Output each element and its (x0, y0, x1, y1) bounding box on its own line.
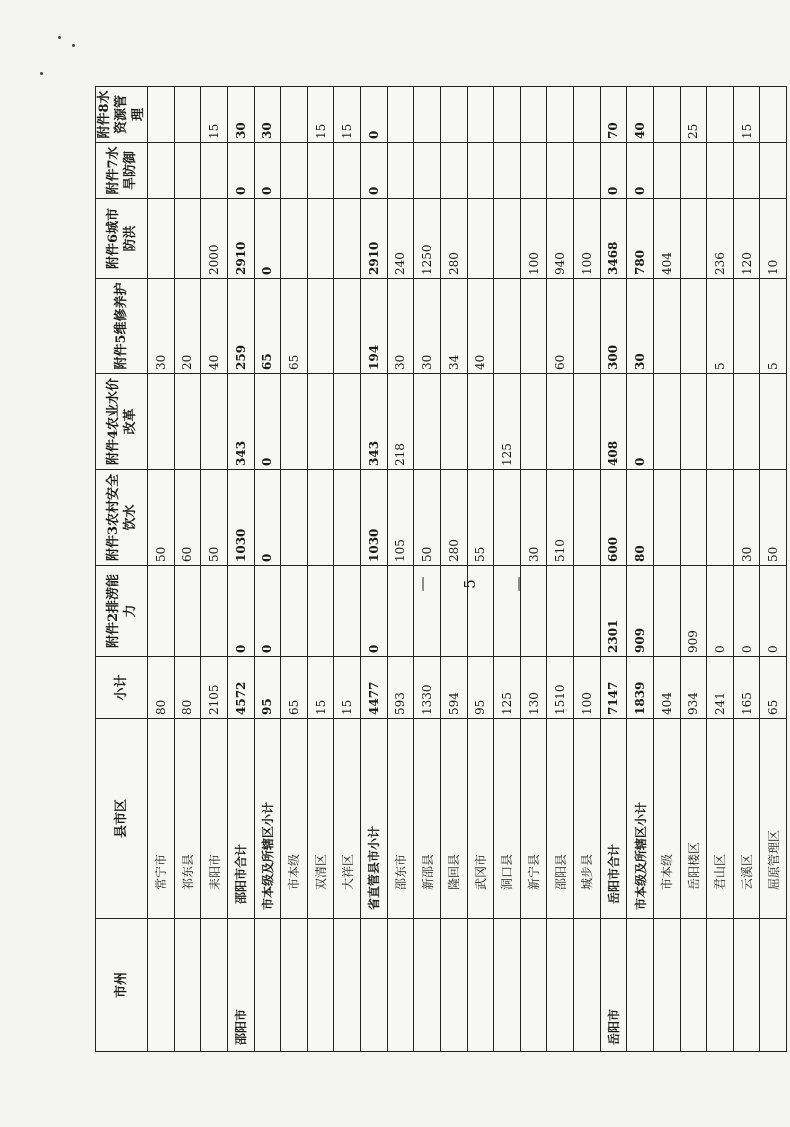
value-cell-c6: 1250 (414, 199, 441, 279)
value-cell-c7 (281, 143, 308, 199)
value-cell-c5: 60 (547, 279, 574, 374)
city-cell (148, 919, 175, 1052)
area-cell: 城步县 (574, 719, 601, 919)
value-cell-c4 (281, 374, 308, 470)
city-cell (440, 919, 467, 1052)
value-cell-c3 (307, 470, 334, 566)
area-cell: 耒阳市 (201, 719, 228, 919)
value-cell-c3 (494, 470, 521, 566)
value-cell-c6 (494, 199, 521, 279)
table-row (440, 87, 467, 1052)
value-cell-c7 (680, 143, 707, 199)
value-cell-c6: 236 (707, 199, 734, 279)
area-cell: 市本级 (281, 719, 308, 919)
value-cell-c6: 3468 (600, 199, 627, 279)
table-row (254, 87, 281, 1052)
column-header: 小计 (96, 657, 148, 719)
value-cell-c8 (414, 87, 441, 143)
value-cell-c2 (174, 566, 201, 657)
value-cell-c7 (547, 143, 574, 199)
value-cell-c7 (733, 143, 760, 199)
value-cell-c8 (467, 87, 494, 143)
value-cell-c6: 10 (760, 199, 787, 279)
value-cell-c2 (653, 566, 680, 657)
value-cell-c4 (467, 374, 494, 470)
area-cell: 市本级 (653, 719, 680, 919)
area-cell: 岳阳楼区 (680, 719, 707, 919)
value-cell-c7: 0 (227, 143, 254, 199)
value-cell-c6: 100 (520, 199, 547, 279)
value-cell-c6: 240 (387, 199, 414, 279)
value-cell-c7 (334, 143, 361, 199)
area-cell: 常宁市 (148, 719, 175, 919)
value-cell-c3: 600 (600, 470, 627, 566)
value-cell-c2: 0 (254, 566, 281, 657)
value-cell-c2 (574, 566, 601, 657)
value-cell-subtotal: 594 (440, 657, 467, 719)
city-cell (307, 919, 334, 1052)
value-cell-subtotal: 4477 (361, 657, 388, 719)
value-cell-c8: 30 (227, 87, 254, 143)
value-cell-c4: 0 (254, 374, 281, 470)
city-cell (627, 919, 654, 1052)
value-cell-subtotal: 65 (281, 657, 308, 719)
value-cell-c5: 259 (227, 279, 254, 374)
value-cell-c7 (760, 143, 787, 199)
area-cell: 大祥区 (334, 719, 361, 919)
value-cell-c2 (201, 566, 228, 657)
value-cell-c6: 0 (254, 199, 281, 279)
value-cell-c8 (707, 87, 734, 143)
value-cell-c7 (574, 143, 601, 199)
area-cell: 新邵县 (414, 719, 441, 919)
value-cell-c7: 0 (254, 143, 281, 199)
value-cell-c5 (334, 279, 361, 374)
value-cell-c4: 343 (361, 374, 388, 470)
value-cell-c5: 34 (440, 279, 467, 374)
area-cell: 邵阳市合计 (227, 719, 254, 919)
city-cell (174, 919, 201, 1052)
value-cell-c5: 300 (600, 279, 627, 374)
value-cell-c7: 0 (627, 143, 654, 199)
area-cell: 邵东市 (387, 719, 414, 919)
table-row (281, 87, 308, 1052)
value-cell-c4 (760, 374, 787, 470)
value-cell-c6 (307, 199, 334, 279)
value-cell-c6 (174, 199, 201, 279)
value-cell-c7 (387, 143, 414, 199)
value-cell-c6 (281, 199, 308, 279)
table-row (201, 87, 228, 1052)
value-cell-c7: 0 (361, 143, 388, 199)
value-cell-subtotal: 95 (254, 657, 281, 719)
value-cell-subtotal: 241 (707, 657, 734, 719)
value-cell-c5: 30 (387, 279, 414, 374)
value-cell-c7 (307, 143, 334, 199)
value-cell-c6 (467, 199, 494, 279)
value-cell-c8 (494, 87, 521, 143)
value-cell-c5: 30 (148, 279, 175, 374)
value-cell-subtotal: 1510 (547, 657, 574, 719)
value-cell-subtotal: 593 (387, 657, 414, 719)
value-cell-c4 (707, 374, 734, 470)
column-header: 附件6城市防洪 (96, 199, 148, 279)
area-cell: 君山区 (707, 719, 734, 919)
value-cell-c4: 0 (627, 374, 654, 470)
city-cell (520, 919, 547, 1052)
value-cell-c2 (547, 566, 574, 657)
value-cell-c6: 780 (627, 199, 654, 279)
table-row (680, 87, 707, 1052)
city-cell (733, 919, 760, 1052)
city-cell (201, 919, 228, 1052)
value-cell-subtotal: 934 (680, 657, 707, 719)
area-cell: 武冈市 (467, 719, 494, 919)
rotated-page (95, 87, 787, 1052)
column-header: 市州 (96, 919, 148, 1052)
area-cell: 洞口县 (494, 719, 521, 919)
value-cell-c6: 940 (547, 199, 574, 279)
value-cell-c3: 80 (627, 470, 654, 566)
value-cell-c8 (520, 87, 547, 143)
value-cell-c2 (148, 566, 175, 657)
column-header: 附件7水旱防御 (96, 143, 148, 199)
city-cell: 邵阳市 (227, 919, 254, 1052)
value-cell-c8: 70 (600, 87, 627, 143)
value-cell-c2: 0 (361, 566, 388, 657)
value-cell-c2: 909 (680, 566, 707, 657)
value-cell-subtotal: 80 (148, 657, 175, 719)
value-cell-c7: 0 (600, 143, 627, 199)
value-cell-c4 (574, 374, 601, 470)
value-cell-c6: 100 (574, 199, 601, 279)
value-cell-c3: 30 (520, 470, 547, 566)
city-cell (361, 919, 388, 1052)
value-cell-c7 (201, 143, 228, 199)
value-cell-c4 (148, 374, 175, 470)
column-header: 附件8水资源管理 (96, 87, 148, 143)
value-cell-c6 (334, 199, 361, 279)
table-row (227, 87, 254, 1052)
funding-table (95, 86, 787, 1052)
value-cell-c7 (653, 143, 680, 199)
value-cell-c4 (547, 374, 574, 470)
table-row (307, 87, 334, 1052)
value-cell-c8 (174, 87, 201, 143)
value-cell-c6: 280 (440, 199, 467, 279)
value-cell-c6 (680, 199, 707, 279)
area-cell: 省直管县市小计 (361, 719, 388, 919)
area-cell: 岳阳市合计 (600, 719, 627, 919)
value-cell-c2: 0 (227, 566, 254, 657)
value-cell-c6: 120 (733, 199, 760, 279)
value-cell-c3 (281, 470, 308, 566)
value-cell-subtotal: 15 (334, 657, 361, 719)
value-cell-c8 (574, 87, 601, 143)
scan-speck (40, 72, 43, 75)
value-cell-subtotal: 7147 (600, 657, 627, 719)
city-cell (387, 919, 414, 1052)
value-cell-c5: 65 (254, 279, 281, 374)
value-cell-c2 (307, 566, 334, 657)
value-cell-subtotal: 125 (494, 657, 521, 719)
value-cell-c8 (281, 87, 308, 143)
value-cell-c5 (574, 279, 601, 374)
value-cell-c8: 15 (307, 87, 334, 143)
table-body (148, 87, 787, 1052)
value-cell-c7 (440, 143, 467, 199)
value-cell-c3: 30 (733, 470, 760, 566)
value-cell-c8 (653, 87, 680, 143)
value-cell-c6: 2000 (201, 199, 228, 279)
value-cell-c5: 65 (281, 279, 308, 374)
city-cell (334, 919, 361, 1052)
table-row (520, 87, 547, 1052)
value-cell-c5: 5 (707, 279, 734, 374)
value-cell-c7 (467, 143, 494, 199)
city-cell (414, 919, 441, 1052)
value-cell-c8 (148, 87, 175, 143)
city-cell (467, 919, 494, 1052)
column-header: 附件3农村安全饮水 (96, 470, 148, 566)
value-cell-c7 (520, 143, 547, 199)
value-cell-subtotal: 404 (653, 657, 680, 719)
value-cell-c8: 15 (733, 87, 760, 143)
value-cell-c3: 50 (760, 470, 787, 566)
value-cell-c4: 408 (600, 374, 627, 470)
table-row (148, 87, 175, 1052)
value-cell-c2 (334, 566, 361, 657)
value-cell-c4 (307, 374, 334, 470)
value-cell-c3: 510 (547, 470, 574, 566)
area-cell: 云溪区 (733, 719, 760, 919)
city-cell (494, 919, 521, 1052)
city-cell (547, 919, 574, 1052)
column-header: 附件5维修养护 (96, 279, 148, 374)
value-cell-c3: 50 (201, 470, 228, 566)
area-cell: 市本级及所辖区小计 (254, 719, 281, 919)
city-cell (680, 919, 707, 1052)
value-cell-c5 (494, 279, 521, 374)
table-row (414, 87, 441, 1052)
value-cell-c5 (520, 279, 547, 374)
area-cell: 祁东县 (174, 719, 201, 919)
value-cell-subtotal: 130 (520, 657, 547, 719)
value-cell-c3: 1030 (227, 470, 254, 566)
value-cell-c8: 0 (361, 87, 388, 143)
value-cell-c8 (547, 87, 574, 143)
value-cell-c3: 105 (387, 470, 414, 566)
city-cell (254, 919, 281, 1052)
value-cell-c3: 1030 (361, 470, 388, 566)
value-cell-c8: 15 (201, 87, 228, 143)
city-cell (707, 919, 734, 1052)
table-row (334, 87, 361, 1052)
value-cell-c8: 30 (254, 87, 281, 143)
value-cell-c4: 125 (494, 374, 521, 470)
value-cell-c4: 343 (227, 374, 254, 470)
value-cell-c4 (440, 374, 467, 470)
value-cell-c4: 218 (387, 374, 414, 470)
value-cell-c2: 0 (733, 566, 760, 657)
value-cell-c5 (680, 279, 707, 374)
table-row (707, 87, 734, 1052)
scan-speck (72, 44, 75, 47)
value-cell-c8: 15 (334, 87, 361, 143)
value-cell-c7 (414, 143, 441, 199)
value-cell-c4 (414, 374, 441, 470)
table-row (467, 87, 494, 1052)
value-cell-subtotal: 80 (174, 657, 201, 719)
value-cell-c4 (680, 374, 707, 470)
value-cell-c2 (281, 566, 308, 657)
value-cell-c7 (174, 143, 201, 199)
value-cell-c3 (653, 470, 680, 566)
area-cell: 市本级及所辖区小计 (627, 719, 654, 919)
value-cell-c5 (733, 279, 760, 374)
value-cell-c4 (201, 374, 228, 470)
value-cell-subtotal: 165 (733, 657, 760, 719)
value-cell-subtotal: 15 (307, 657, 334, 719)
column-header: 附件4农业水价改革 (96, 374, 148, 470)
value-cell-c4 (520, 374, 547, 470)
value-cell-c8 (440, 87, 467, 143)
table-row (361, 87, 388, 1052)
table-row (574, 87, 601, 1052)
value-cell-subtotal: 100 (574, 657, 601, 719)
value-cell-c6: 404 (653, 199, 680, 279)
area-cell: 双清区 (307, 719, 334, 919)
page-number: — 5 — (413, 576, 527, 592)
value-cell-c4 (334, 374, 361, 470)
city-cell (760, 919, 787, 1052)
value-cell-c6 (148, 199, 175, 279)
table-row (600, 87, 627, 1052)
value-cell-c8: 40 (627, 87, 654, 143)
value-cell-c3 (334, 470, 361, 566)
value-cell-subtotal: 1330 (414, 657, 441, 719)
city-cell: 岳阳市 (600, 919, 627, 1052)
value-cell-c8: 25 (680, 87, 707, 143)
value-cell-c5: 5 (760, 279, 787, 374)
value-cell-c5: 30 (627, 279, 654, 374)
value-cell-c3: 60 (174, 470, 201, 566)
column-header: 县市区 (96, 719, 148, 919)
table-row (174, 87, 201, 1052)
area-cell: 屈原管理区 (760, 719, 787, 919)
column-header: 附件2排涝能力 (96, 566, 148, 657)
value-cell-c5 (307, 279, 334, 374)
value-cell-c2: 909 (627, 566, 654, 657)
area-cell: 新宁县 (520, 719, 547, 919)
area-cell: 邵阳县 (547, 719, 574, 919)
value-cell-c5: 30 (414, 279, 441, 374)
city-cell (574, 919, 601, 1052)
table-row (733, 87, 760, 1052)
table-row (653, 87, 680, 1052)
scan-speck (58, 36, 61, 39)
value-cell-c4 (733, 374, 760, 470)
value-cell-c3: 50 (414, 470, 441, 566)
value-cell-subtotal: 65 (760, 657, 787, 719)
value-cell-c5: 20 (174, 279, 201, 374)
value-cell-c3: 280 (440, 470, 467, 566)
value-cell-c2: 2301 (600, 566, 627, 657)
value-cell-subtotal: 95 (467, 657, 494, 719)
value-cell-c3: 50 (148, 470, 175, 566)
value-cell-c3 (680, 470, 707, 566)
value-cell-c6: 2910 (227, 199, 254, 279)
value-cell-c6: 2910 (361, 199, 388, 279)
area-cell: 隆回县 (440, 719, 467, 919)
value-cell-c3: 55 (467, 470, 494, 566)
value-cell-c5: 40 (467, 279, 494, 374)
city-cell (653, 919, 680, 1052)
table-row (387, 87, 414, 1052)
value-cell-c3 (574, 470, 601, 566)
value-cell-subtotal: 1839 (627, 657, 654, 719)
value-cell-c7 (707, 143, 734, 199)
value-cell-c8 (387, 87, 414, 143)
value-cell-c2: 0 (707, 566, 734, 657)
value-cell-c5: 194 (361, 279, 388, 374)
value-cell-c5 (653, 279, 680, 374)
value-cell-c4 (174, 374, 201, 470)
value-cell-c7 (494, 143, 521, 199)
value-cell-c4 (653, 374, 680, 470)
value-cell-c3: 0 (254, 470, 281, 566)
value-cell-c8 (760, 87, 787, 143)
value-cell-c3 (707, 470, 734, 566)
table-row (494, 87, 521, 1052)
table-row (627, 87, 654, 1052)
value-cell-c5: 40 (201, 279, 228, 374)
value-cell-c2: 0 (760, 566, 787, 657)
table-row (760, 87, 787, 1052)
value-cell-subtotal: 2105 (201, 657, 228, 719)
table-row (547, 87, 574, 1052)
value-cell-subtotal: 4572 (227, 657, 254, 719)
city-cell (281, 919, 308, 1052)
value-cell-c7 (148, 143, 175, 199)
table-header-row (96, 87, 148, 1052)
